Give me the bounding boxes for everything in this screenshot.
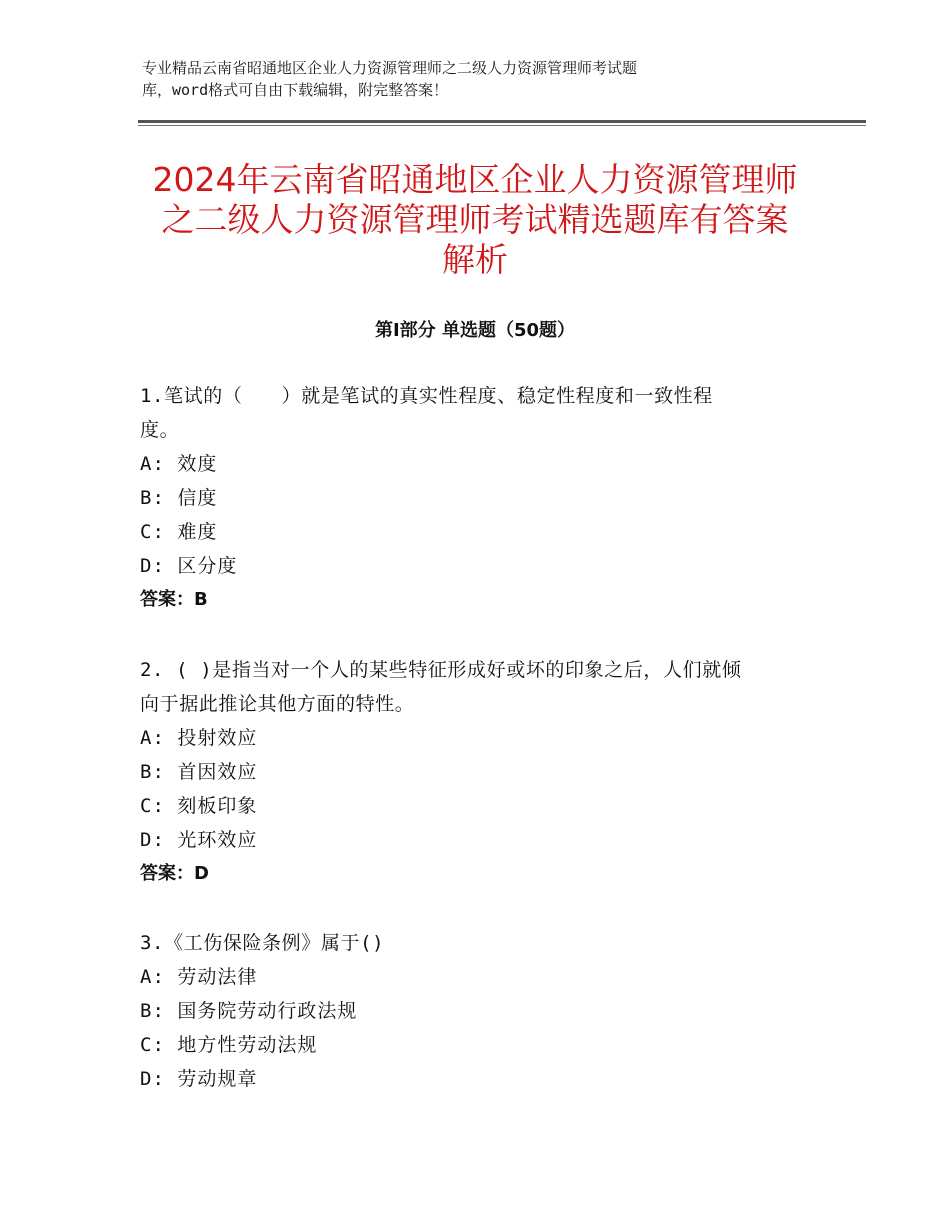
document-title-line-2: 之二级人力资源管理师考试精选题库有答案 [161,200,789,239]
header-note-line-1: 专业精品云南省昭通地区企业人力资源管理师之二级人力资源管理师考试题 [142,59,638,77]
answer-line: 答案：B [140,589,208,610]
question-3 [140,926,820,1096]
option-b: B: 首因效应 [140,761,258,783]
question-2 [140,653,820,891]
option-d: D: 区分度 [140,555,238,577]
section-heading: 第Ⅰ部分 单选题（50题） [374,320,575,341]
option-a: A: 效度 [140,453,218,475]
header-divider-thin [138,125,866,126]
option-c: C: 难度 [140,521,218,543]
header-note-line-2: 库，word格式可自由下载编辑，附完整答案！ [142,81,449,99]
document-title-line-1: 2024年云南省昭通地区企业人力资源管理师 [152,160,798,199]
option-d: D: 光环效应 [140,829,258,851]
answer-line: 答案：D [140,863,209,884]
question-stem-line-1: 3.《工伤保险条例》属于() [140,932,385,954]
document-title-line-3: 解析 [442,240,508,279]
question-1 [140,379,820,617]
document-title [120,160,830,280]
question-stem-line-1: 1.笔试的（ ）就是笔试的真实性程度、稳定性程度和一致性程 [140,385,713,407]
option-a: A: 劳动法律 [140,966,258,988]
option-b: B: 信度 [140,487,218,509]
option-b: B: 国务院劳动行政法规 [140,1000,358,1022]
header-divider-thick [138,120,866,123]
question-stem-line-2: 向于据此推论其他方面的特性。 [140,693,415,715]
question-stem-line-2: 度。 [140,419,180,441]
question-stem-line-1: 2. ( )是指当对一个人的某些特征形成好或坏的印象之后，人们就倾 [140,659,742,681]
option-a: A: 投射效应 [140,727,258,749]
option-c: C: 地方性劳动法规 [140,1034,318,1056]
header-note [142,57,782,101]
option-c: C: 刻板印象 [140,795,258,817]
option-d: D: 劳动规章 [140,1068,258,1090]
